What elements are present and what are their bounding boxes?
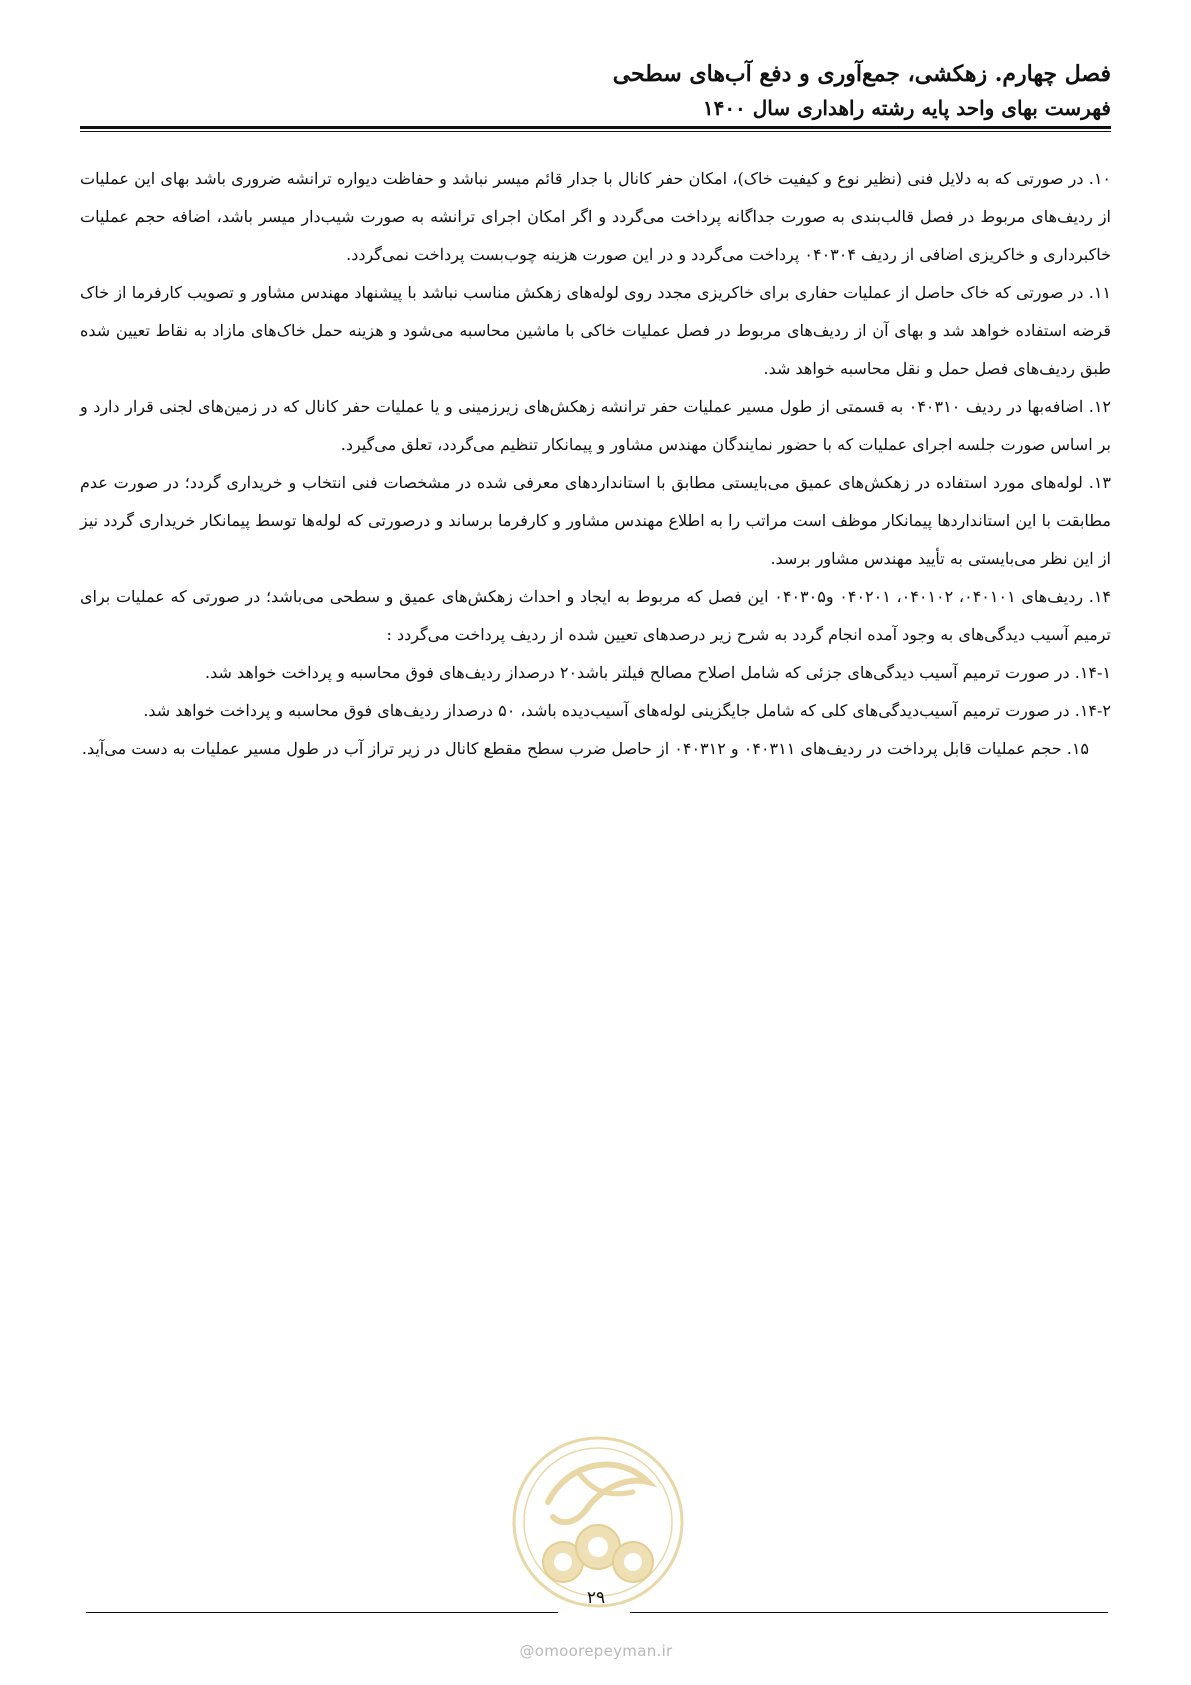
header-divider-thick [80,126,1111,129]
clause-14-1: ۱۴-۱. در صورت ترمیم آسیب دیدگی‌های جزئی که شامل اصلاح مصالح فیلتر باشد۲۰ درصداز ردیف‌های فوق محاسبه و پرداخت خواهد شد. [205,663,1111,682]
clause-13: ۱۳. لوله‌های مورد استفاده در زهکش‌های عمیق می‌بایستی مطابق با استانداردهای معرفی شده در مشخصات فنی انتخاب و خریداری گردد؛ در صورت عدم مطابقت با این استانداردها پیمانکار موظف است مراتب را به اطلاع مهندس مشاور و کارفرما برساند و درصورتی که لوله‌ها توسط پیمانکار خریداری گردد نیز از این نظر می‌بایستی به تأیید مهندس مشاور برسد. [80,473,1111,568]
header-divider-thin [80,131,1111,132]
footer-divider-right [630,1612,1108,1613]
watermark-logo-icon [508,1432,688,1612]
chapter-title: فصل چهارم. زهکشی، جمع‌آوری و دفع آب‌های سطحی [612,61,1111,87]
clause-14-2: ۱۴-۲. در صورت ترمیم آسیب‌دیدگی‌های کلی که شامل جایگزینی لوله‌های آسیب‌دیده باشد، ۵۰ درصداز ردیف‌های فوق محاسبه و پرداخت خواهد شد. [143,701,1111,720]
footer-divider-left [86,1612,558,1613]
clause-15: ۱۵. حجم عملیات قابل پرداخت در ردیف‌های ۰۴۰۳۱۱ و ۰۴۰۳۱۲ از حاصل ضرب سطح مقطع کانال در زیر تراز آب در طول مسیر عملیات به دست می‌آید. [81,739,1089,758]
clause-10: ۱۰. در صورتی که به دلایل فنی (نظیر نوع و کیفیت خاک)، امکان حفر کانال با جدار قائم میسر نباشد و حفاظت دیواره ترانشه ضروری باشد بهای این عملیات از ردیف‌های مربوط در فصل قالب‌بندی به صورت جداگانه پرداخت می‌گردد و اگر امکان اجرای ترانشه به صورت شیب‌دار میسر باشد، اضافه حجم عملیات خاکبرداری و خاکریزی اضافی از ردیف ۰۴۰۳۰۴ پرداخت می‌گردد و در این صورت هزینه چوب‌بست پرداخت نمی‌گردد. [80,169,1111,264]
price-list-title: فهرست بهای واحد پایه رشته راهداری سال ۱۴۰۰ [702,96,1111,120]
clause-14: ۱۴. ردیف‌های ۰۴۰۱۰۱، ۰۴۰۱۰۲، ۰۴۰۲۰۱ و۰۴۰۳۰۵ این فصل که مربوط به ایجاد و احداث زهکش‌های عمیق و سطحی می‌باشد؛ در صورتی که عملیات برای ترمیم آسیب دیدگی‌های به وجود آمده انجام گردد به شرح زیر درصدهای تعیین شده از ردیف پرداخت می‌گردد : [80,587,1112,644]
clause-12: ۱۲. اضافه‌بها در ردیف ۰۴۰۳۱۰ به قسمتی از طول مسیر عملیات حفر ترانشه زهکش‌های زیرزمینی و یا عملیات حفر کانال که در زمین‌های لجنی قرار دارد و بر اساس صورت جلسه اجرای عملیات که با حضور نمایندگان مهندس مشاور و پیمانکار تنظیم می‌گردد، تعلق می‌گیرد. [80,397,1111,454]
clause-11: ۱۱. در صورتی که خاک حاصل از عملیات حفاری برای خاکریزی مجدد روی لوله‌های زهکش مناسب نباشد با پیشنهاد مهندس مشاور و تصویب کارفرما از خاک قرضه استفاده خواهد شد و بهای آن از ردیف‌های مربوط در فصل عملیات خاکی با ماشین محاسبه می‌شود و هزینه حمل خاک‌های مازاد به نقاط تعیین شده طبق ردیف‌های فصل حمل و نقل محاسبه خواهد شد. [80,283,1111,378]
website-watermark[interactable]: @omoorepeyman.ir [519,1642,673,1660]
page-header [80,56,1111,124]
page-number: ۲۹ [586,1588,606,1608]
watermark-logo [508,1432,688,1612]
document-body [80,160,1111,768]
